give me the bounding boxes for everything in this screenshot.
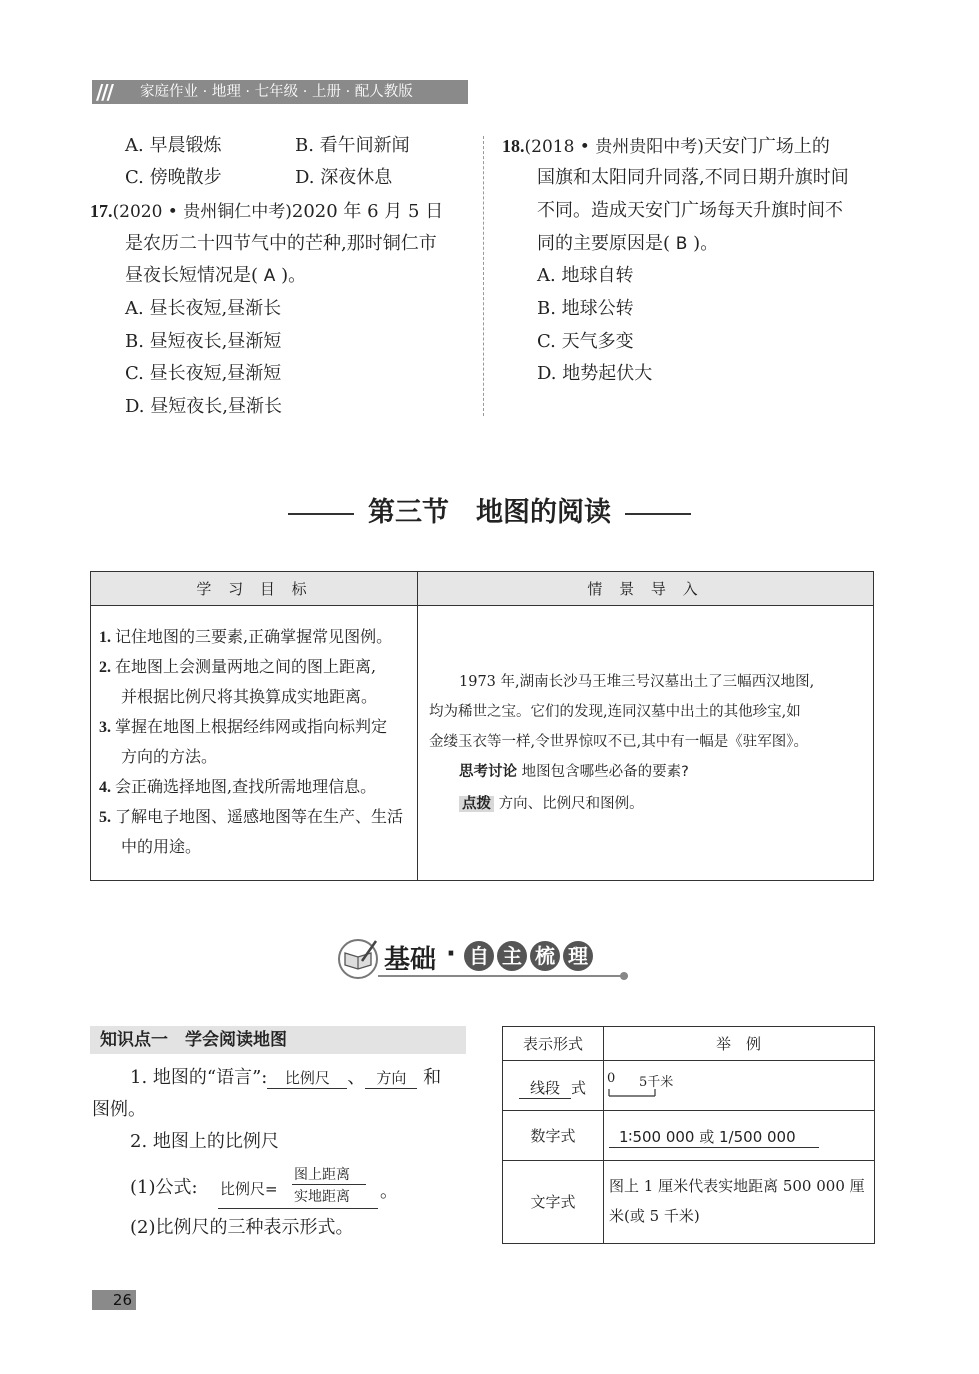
q17-line3-post: )。 <box>281 265 307 286</box>
q17-line1-rest: 2020 年 6 月 5 日 <box>291 201 444 222</box>
q18-line4-pre: 同的主要原因是( <box>537 233 671 254</box>
kp-p2: 2. 地图上的比例尺 <box>130 1131 279 1152</box>
table-divider <box>417 572 418 880</box>
hint-line <box>459 789 644 819</box>
q16-option-a: A. 早晨锻炼 <box>125 135 222 156</box>
header-title: 家庭作业 · 地理 · 七年级 · 上册 · 配人教版 <box>140 84 413 100</box>
banner-underline <box>378 975 628 977</box>
head-form: 表示形式 <box>522 1035 583 1053</box>
title-dash-right <box>625 513 691 515</box>
basics-char-2: 主 <box>497 941 527 971</box>
kp-p1-post: 和 <box>423 1067 442 1088</box>
hint-label: 点拨 <box>459 796 494 812</box>
q17-option-c: C. 昼长夜短,昼渐短 <box>125 363 282 384</box>
q18-line4 <box>537 228 718 261</box>
row-numeric-answer: 1∶500 000 或 1/500 000 <box>609 1127 819 1148</box>
q17-number: 17. <box>90 201 113 221</box>
kp-p4: (2)比例尺的三种表示形式。 <box>130 1217 354 1238</box>
row-line-suffix: 式 <box>571 1079 587 1097</box>
q18-line3: 不同。造成天安门广场每天升旗时间不 <box>537 200 843 221</box>
row-line-answer: 线段 <box>519 1078 571 1099</box>
scale-km: 5千米 <box>639 1075 674 1090</box>
scale-bar-graphic <box>607 1087 659 1099</box>
q18-line4-post: )。 <box>693 233 719 254</box>
think-line <box>459 757 689 787</box>
scenario-head: 情 景 导 入 <box>418 572 873 606</box>
q18-option-b: B. 地球公转 <box>537 298 634 319</box>
basics-banner <box>338 935 628 985</box>
kp-p1-pre: 1. 地图的“语言”: <box>130 1067 268 1088</box>
scale-row-numeric <box>503 1111 874 1161</box>
q17-line1 <box>90 195 443 229</box>
scale-table-head <box>503 1027 874 1061</box>
basics-word: 基础 <box>384 945 437 975</box>
q18-line2: 国旗和太阳同升同落,不同日期升旗时间 <box>537 167 849 188</box>
goal-num: 1. <box>99 629 111 646</box>
formula-lhs: 比例尺= <box>220 1180 278 1198</box>
scale-row-text <box>503 1161 874 1243</box>
q18-option-c: C. 天气多变 <box>537 331 634 352</box>
kp-answer-direction: 方向 <box>365 1068 417 1089</box>
goal-2 <box>99 652 376 683</box>
knowledge-bar <box>90 1026 466 1054</box>
header-slashes: /// <box>96 80 112 104</box>
header-banner <box>92 80 468 104</box>
section-title-text: 第三节 地图的阅读 <box>368 497 611 528</box>
row-text-line1: 图上 1 厘米代表实地距离 500 000 厘 <box>609 1177 865 1195</box>
goal-num: 5. <box>99 809 111 826</box>
q18-line1-rest: 天安门广场上的 <box>703 136 830 157</box>
kp-p3-end: 。 <box>380 1181 398 1202</box>
goal-text: 了解电子地图、遥感地图等在生产、生活 <box>115 807 404 826</box>
q18-number: 18. <box>502 136 525 156</box>
goal-5-cont: 中的用途。 <box>121 837 202 856</box>
q16-option-c: C. 傍晚散步 <box>125 167 222 188</box>
goal-4 <box>99 772 376 803</box>
story-line-2: 均为稀世之宝。它们的发现,连同汉墓中出土的其他珍宝,如 <box>429 704 801 720</box>
goal-num: 3. <box>99 719 111 736</box>
goal-text: 在地图上会测量两地之间的图上距离, <box>115 657 377 676</box>
q17-option-b: B. 昼短夜长,昼渐短 <box>125 331 282 352</box>
basics-dot: · <box>446 939 456 969</box>
goal-3-cont: 方向的方法。 <box>121 747 218 766</box>
goals-table <box>90 571 874 881</box>
goals-head: 学 习 目 标 <box>91 572 418 606</box>
goal-text: 掌握在地图上根据经纬网或指向标判定 <box>115 717 388 736</box>
q18-option-a: A. 地球自转 <box>537 265 634 286</box>
kp-p1 <box>130 1062 441 1094</box>
goal-text: 会正确选择地图,查找所需地理信息。 <box>115 777 377 796</box>
q18-line1 <box>502 130 830 164</box>
q17-line3-pre: 昼夜长短情况是( <box>125 265 259 286</box>
story-line-1: 1973 年,湖南长沙马王堆三号汉墓出土了三幅西汉地图, <box>459 674 815 690</box>
formula-numerator: 图上距离 <box>294 1167 350 1183</box>
goal-3 <box>99 712 387 743</box>
goal-2-cont: 并根据比例尺将其换算成实地距离。 <box>121 687 378 706</box>
q16-option-b: B. 看午间新闻 <box>295 135 410 156</box>
book-pen-icon <box>338 935 380 981</box>
formula-denominator: 实地距离 <box>294 1189 350 1205</box>
q18-option-d: D. 地势起伏大 <box>537 363 653 384</box>
q18-answer: B <box>675 234 688 254</box>
goal-5 <box>99 802 403 833</box>
goal-1 <box>99 622 392 653</box>
knowledge-title: 知识点一 学会阅读地图 <box>100 1030 287 1050</box>
q17-line3 <box>125 260 306 293</box>
q17-line2: 是农历二十四节气中的芒种,那时铜仁市 <box>125 233 437 254</box>
banner-end-dot <box>620 972 628 980</box>
q17-option-a: A. 昼长夜短,昼渐长 <box>125 298 282 319</box>
row-text-line2: 米(或 5 千米) <box>609 1207 700 1225</box>
section-title <box>0 490 979 529</box>
q18-source: (2018 • 贵州贵阳中考) <box>524 137 704 157</box>
think-text: 地图包含哪些必备的要素? <box>521 764 689 780</box>
goal-text: 记住地图的三要素,正确掌握常见图例。 <box>115 627 393 646</box>
row-text-label: 文字式 <box>530 1193 576 1211</box>
formula-blank <box>218 1164 378 1209</box>
row-line-label <box>519 1077 586 1099</box>
head-example: 举 例 <box>715 1035 761 1053</box>
kp-answer-scale: 比例尺 <box>267 1068 347 1089</box>
scale-row-line <box>503 1061 874 1111</box>
scale-table <box>502 1026 875 1244</box>
column-divider <box>483 136 484 416</box>
title-dash-left <box>288 513 354 515</box>
hint-text: 方向、比例尺和图例。 <box>498 796 644 812</box>
goal-num: 2. <box>99 659 111 676</box>
basics-char-3: 梳 <box>530 941 560 971</box>
fraction-bar <box>292 1184 366 1185</box>
scale-zero: 0 <box>607 1071 616 1086</box>
goal-num: 4. <box>99 779 111 796</box>
kp-p3-label: (1)公式: <box>130 1177 198 1198</box>
row-numeric-label: 数字式 <box>530 1127 576 1145</box>
q17-source: (2020 • 贵州铜仁中考) <box>112 202 292 222</box>
q17-answer: A <box>263 266 276 286</box>
q17-option-d: D. 昼短夜长,昼渐长 <box>125 396 282 417</box>
think-label: 思考讨论 <box>459 764 517 780</box>
story-line-3: 金缕玉衣等一样,令世界惊叹不已,其中有一幅是《驻军图》。 <box>429 734 808 750</box>
q16-option-d: D. 深夜休息 <box>295 167 393 188</box>
basics-char-1: 自 <box>464 941 494 971</box>
kp-p1-line2: 图例。 <box>92 1099 146 1120</box>
kp-p1-sep: 、 <box>347 1067 366 1088</box>
page-number: 26 <box>92 1290 136 1310</box>
basics-char-4: 理 <box>563 941 593 971</box>
